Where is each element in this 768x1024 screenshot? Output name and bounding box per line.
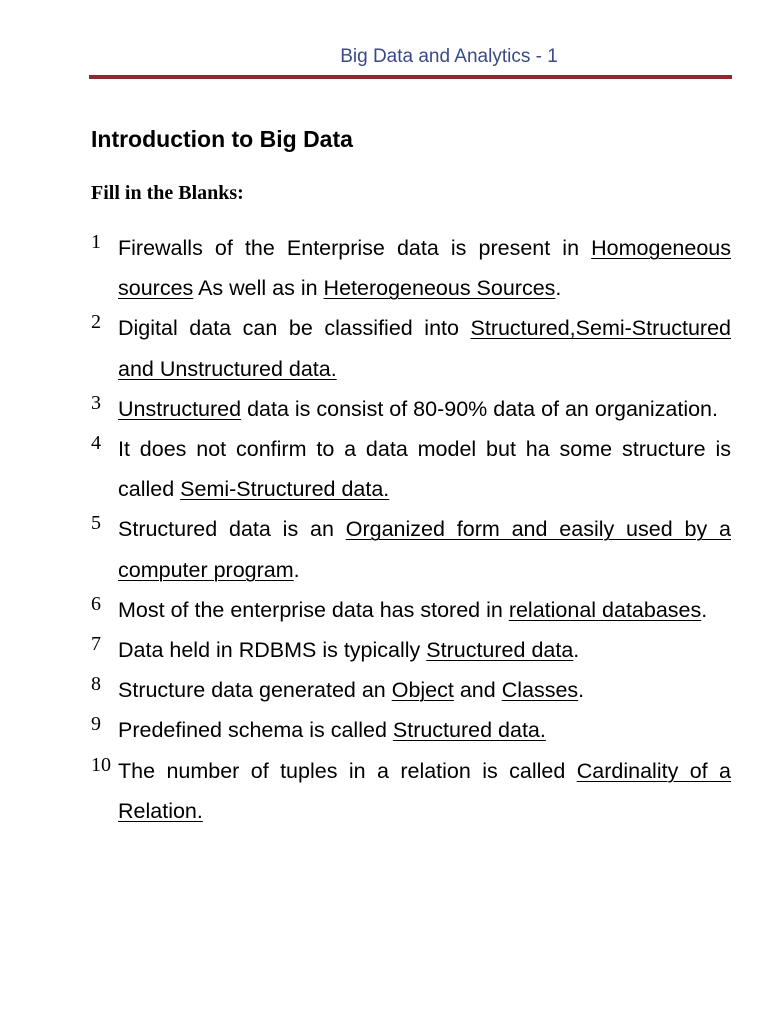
question-text: [118, 429, 731, 509]
question-text-segment: Structure data generated an: [118, 678, 392, 703]
question-text-segment: .: [701, 597, 708, 622]
question-item: [91, 710, 731, 750]
answer-blank: Semi-Structured data.: [180, 477, 390, 502]
question-text-segment: Structured data is an: [118, 517, 346, 542]
answer-blank: Object: [391, 678, 454, 703]
section-heading: Fill in the Blanks:: [91, 182, 244, 204]
question-number: 2: [91, 311, 101, 334]
question-item: [91, 670, 731, 710]
answer-blank: Structured,Semi-Structured and Unstructured data.: [118, 316, 731, 381]
question-number: 6: [91, 592, 101, 615]
question-text: [118, 630, 731, 670]
question-text-segment: .: [573, 638, 580, 663]
document-heading: Introduction to Big Data: [91, 126, 353, 152]
question-text: [118, 228, 731, 308]
question-text-segment: .: [293, 557, 300, 582]
answer-blank: relational databases: [508, 597, 702, 622]
answer-blank: Structured data.: [392, 718, 546, 743]
question-text-segment: and: [453, 678, 502, 703]
question-text: [118, 509, 731, 589]
answer-blank: Classes: [501, 678, 579, 703]
question-number: 10: [91, 753, 111, 776]
question-text-segment: Firewalls of the Enterprise data is present in: [118, 236, 592, 260]
question-item: [91, 751, 731, 831]
answer-blank: Homogeneous sources: [118, 236, 731, 301]
question-text: [118, 590, 731, 630]
question-text-segment: Most of the enterprise data has stored in: [118, 597, 509, 622]
question-text-segment: It does not confirm to a data model but ha some structure is called: [118, 437, 731, 502]
question-list: [91, 228, 731, 831]
question-text-segment: .: [578, 678, 585, 703]
question-number: 9: [91, 713, 101, 736]
question-item: [91, 590, 731, 630]
question-item: [91, 509, 731, 589]
question-text-segment: The number of tuples in a relation is called: [118, 758, 577, 783]
page-header-title: Big Data and Analytics - 1: [340, 46, 558, 67]
question-number: 4: [91, 432, 101, 455]
question-text: [118, 308, 731, 388]
question-text-segment: Predefined schema is called: [118, 718, 393, 743]
question-number: 7: [91, 633, 101, 656]
question-text-segment: data is consist of 80-90% data of an organization.: [241, 396, 718, 421]
question-item: [91, 228, 731, 308]
answer-blank: Unstructured: [118, 396, 242, 421]
question-text-segment: Data held in RDBMS is typically: [118, 638, 427, 663]
question-text-segment: Digital data can be classified into: [118, 316, 471, 341]
question-item: [91, 308, 731, 388]
answer-blank: Heterogeneous Sources: [323, 276, 556, 301]
answer-blank: Organized form and easily used by a computer program: [118, 517, 731, 582]
question-item: [91, 389, 731, 429]
question-item: [91, 429, 731, 509]
question-text: [118, 670, 731, 710]
question-number: 3: [91, 391, 101, 414]
question-text: [118, 389, 731, 429]
answer-blank: Cardinality of a Relation.: [118, 758, 732, 823]
question-number: 8: [91, 673, 101, 696]
question-number: 5: [91, 512, 101, 535]
question-text: [118, 710, 731, 750]
answer-blank: Structured data: [426, 638, 574, 663]
question-text-segment: As well as in: [193, 276, 324, 301]
question-text: [118, 751, 731, 831]
question-item: [91, 630, 731, 670]
question-number: 1: [91, 231, 101, 253]
header-divider: [89, 75, 732, 79]
question-text-segment: .: [555, 276, 562, 301]
